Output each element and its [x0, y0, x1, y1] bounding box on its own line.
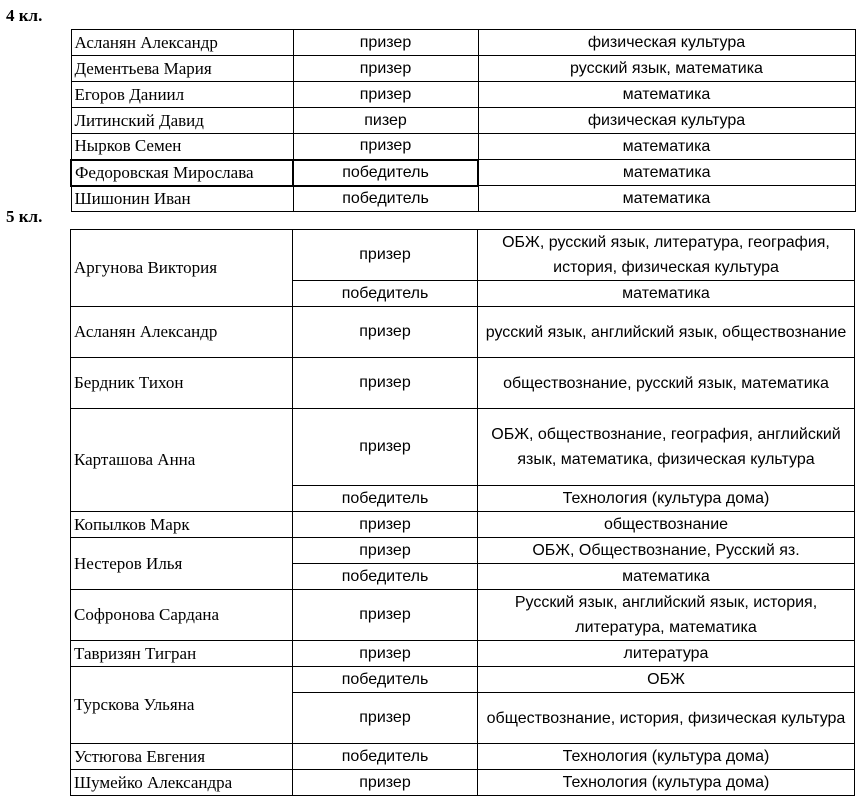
subject-list: литература — [478, 641, 855, 667]
student-name: Карташова Анна — [71, 409, 293, 512]
student-name: Шишонин Иван — [71, 186, 293, 212]
subject-list: ОБЖ, Обществознание, Русский яз. — [478, 538, 855, 564]
table-row — [71, 667, 855, 693]
subject-list: физическая культура — [478, 108, 855, 134]
subject-list: ОБЖ — [478, 667, 855, 693]
table-row — [71, 641, 855, 667]
award-status: победитель — [293, 486, 478, 512]
subject-list: русский язык, математика — [478, 56, 855, 82]
subject-list: математика — [478, 186, 855, 212]
table-row — [71, 30, 855, 56]
student-name: Шумейко Александра — [71, 770, 293, 796]
table-row — [71, 590, 855, 641]
table-row — [71, 307, 855, 358]
table-row — [71, 160, 855, 186]
table-row — [71, 744, 855, 770]
award-status: призер — [293, 134, 478, 160]
student-name: Асланян Александр — [71, 307, 293, 358]
award-status: призер — [293, 30, 478, 56]
subject-list: русский язык, английский язык, обществознание — [478, 307, 855, 358]
student-name: Бердник Тихон — [71, 358, 293, 409]
student-name: Аргунова Виктория — [71, 230, 293, 307]
student-name: Нырков Семен — [71, 134, 293, 160]
subject-list: обществознание, история, физическая культура — [478, 693, 855, 744]
table-row — [71, 82, 855, 108]
award-status: победитель — [293, 186, 478, 212]
award-status: победитель — [293, 667, 478, 693]
subject-list: математика — [478, 82, 855, 108]
award-status: победитель — [293, 160, 478, 186]
student-name: Тавризян Тигран — [71, 641, 293, 667]
award-status: призер — [293, 538, 478, 564]
award-status: призер — [293, 82, 478, 108]
award-status: призер — [293, 693, 478, 744]
student-name: Федоровская Мирослава — [71, 160, 293, 186]
student-name: Асланян Александр — [71, 30, 293, 56]
subject-list: обществознание, русский язык, математика — [478, 358, 855, 409]
grade-4-heading: 4 кл. — [6, 6, 43, 25]
grade-4-table — [70, 29, 856, 212]
student-name: Литинский Давид — [71, 108, 293, 134]
table-row — [71, 770, 855, 796]
student-name: Софронова Сардана — [71, 590, 293, 641]
subject-list: Технология (культура дома) — [478, 770, 855, 796]
award-status: победитель — [293, 564, 478, 590]
subject-list: математика — [478, 564, 855, 590]
award-status: победитель — [293, 281, 478, 307]
table-row — [71, 230, 855, 281]
table-row — [71, 538, 855, 564]
subject-list: Технология (культура дома) — [478, 486, 855, 512]
table-row — [71, 108, 855, 134]
subject-list: физическая культура — [478, 30, 855, 56]
student-name: Турскова Ульяна — [71, 667, 293, 744]
subject-list: Технология (культура дома) — [478, 744, 855, 770]
award-status: призер — [293, 590, 478, 641]
table-row — [71, 512, 855, 538]
grade-5-table — [70, 229, 855, 796]
award-status: призер — [293, 641, 478, 667]
table-row — [71, 56, 855, 82]
award-status: пизер — [293, 108, 478, 134]
table-row — [71, 358, 855, 409]
award-status: призер — [293, 230, 478, 281]
subject-list: математика — [478, 160, 855, 186]
subject-list: ОБЖ, русский язык, литература, география, история, физическая культура — [478, 230, 855, 281]
award-status: призер — [293, 409, 478, 486]
student-name: Нестеров Илья — [71, 538, 293, 590]
table-row — [71, 186, 855, 212]
subject-list: математика — [478, 281, 855, 307]
student-name: Дементьева Мария — [71, 56, 293, 82]
award-status: призер — [293, 512, 478, 538]
subject-list: обществознание — [478, 512, 855, 538]
student-name: Устюгова Евгения — [71, 744, 293, 770]
table-row — [71, 409, 855, 486]
student-name: Егоров Даниил — [71, 82, 293, 108]
table-row — [71, 134, 855, 160]
subject-list: ОБЖ, обществознание, география, английский язык, математика, физическая культура — [478, 409, 855, 486]
student-name: Копылков Марк — [71, 512, 293, 538]
award-status: призер — [293, 307, 478, 358]
award-status: призер — [293, 358, 478, 409]
subject-list: математика — [478, 134, 855, 160]
award-status: призер — [293, 56, 478, 82]
subject-list: Русский язык, английский язык, история, литература, математика — [478, 590, 855, 641]
award-status: призер — [293, 770, 478, 796]
award-status: победитель — [293, 744, 478, 770]
grade-5-heading: 5 кл. — [6, 207, 43, 226]
